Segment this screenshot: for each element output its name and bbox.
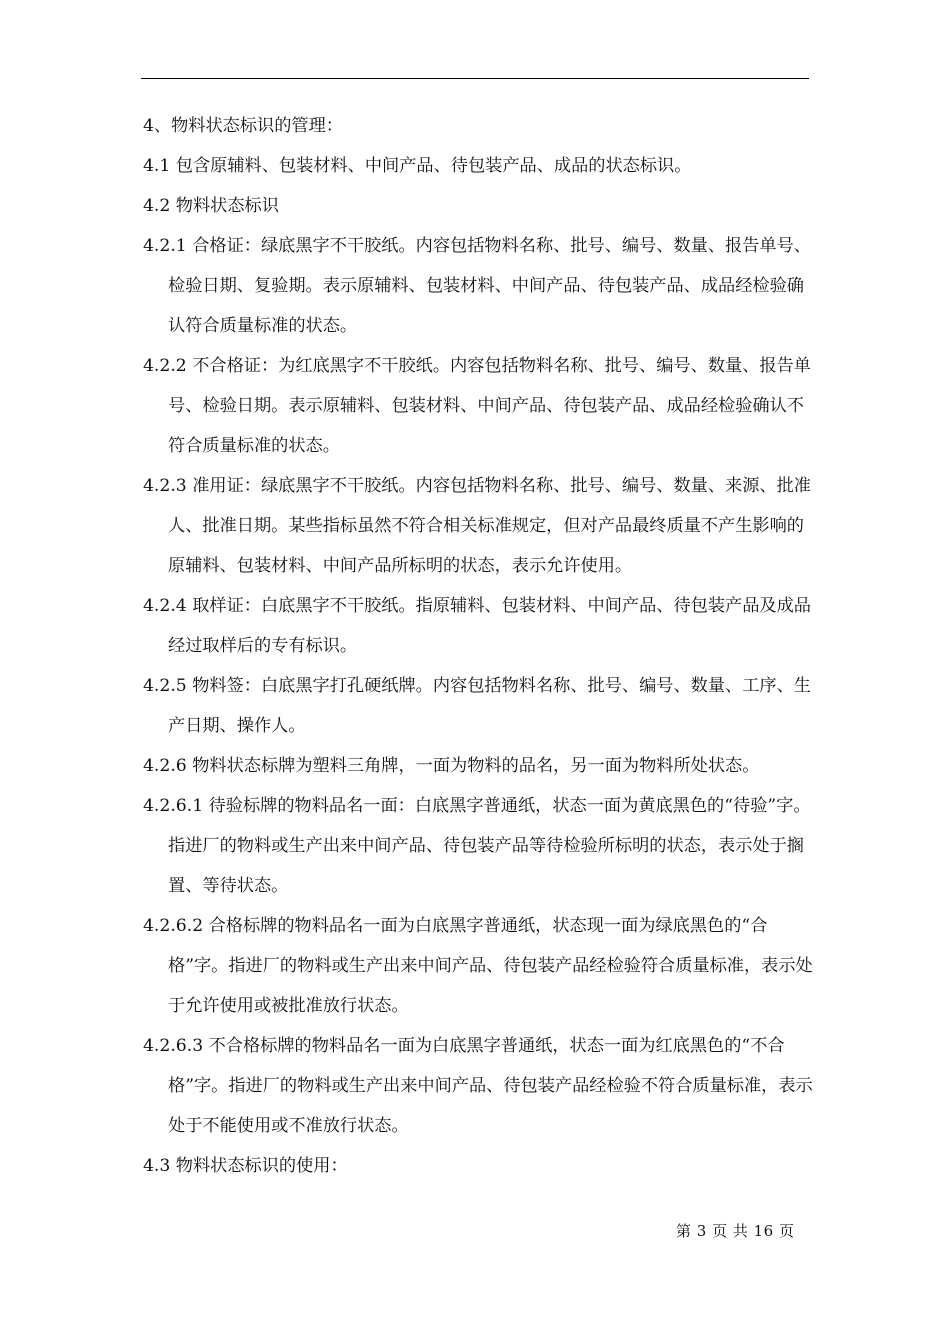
page-number-footer: 第 3 页 共 16 页 (676, 1222, 795, 1240)
header-rule (141, 78, 809, 79)
paragraph-4-2-3: 4.2.3 准用证：绿底黑字不干胶纸。内容包括物料名称、批号、编号、数量、来源、批准人、批准日期。某些指标虽然不符合相关标准规定，但对产品最终质量不产生影响的原辅料、包装材料、中间产品所标明的状态，表示允许使用。 (143, 476, 811, 576)
paragraph-4-2-1: 4.2.1 合格证：绿底黑字不干胶纸。内容包括物料名称、批号、编号、数量、报告单号、检验日期、复验期。表示原辅料、包装材料、中间产品、待包装产品、成品经检验确认符合质量标准的状态。 (143, 236, 811, 336)
paragraph-4-2-5: 4.2.5 物料签：白底黑字打孔硬纸牌。内容包括物料名称、批号、编号、数量、工序、生产日期、操作人。 (143, 676, 811, 736)
paragraph-4-3: 4.3 物料状态标识的使用： (143, 1156, 348, 1176)
document-body (143, 106, 815, 1186)
paragraph-section-4: 4、物料状态标识的管理： (143, 116, 343, 136)
paragraph-4-2-2: 4.2.2 不合格证：为红底黑字不干胶纸。内容包括物料名称、批号、编号、数量、报告单号、检验日期。表示原辅料、包装材料、中间产品、待包装产品、成品经检验确认不符合质量标准的状态。 (143, 356, 811, 456)
paragraph-4-2-6: 4.2.6 物料状态标牌为塑料三角牌，一面为物料的品名，另一面为物料所处状态。 (143, 756, 760, 776)
paragraph-4-2-6-3: 4.2.6.3 不合格标牌的物料品名一面为白底黑字普通纸，状态一面为红底黑色的“不合格”字。指进厂的物料或生产出来中间产品、待包装产品经检验不符合质量标准，表示处于不能使用或不准放行状态。 (143, 1036, 813, 1136)
paragraph-4-2-6-1: 4.2.6.1 待验标牌的物料品名一面：白底黑字普通纸，状态一面为黄底黑色的“待验”字。指进厂的物料或生产出来中间产品、待包装产品等待检验所标明的状态，表示处于搁置、等待状态。 (143, 796, 811, 896)
paragraph-4-2-6-2: 4.2.6.2 合格标牌的物料品名一面为白底黑字普通纸，状态现一面为绿底黑色的“合格”字。指进厂的物料或生产出来中间产品、待包装产品经检验符合质量标准，表示处于允许使用或被批准放行状态。 (143, 916, 813, 1016)
paragraph-4-2: 4.2 物料状态标识 (143, 196, 279, 216)
paragraph-4-1: 4.1 包含原辅料、包装材料、中间产品、待包装产品、成品的状态标识。 (143, 156, 692, 176)
paragraph-4-2-4: 4.2.4 取样证：白底黑字不干胶纸。指原辅料、包装材料、中间产品、待包装产品及成品经过取样后的专有标识。 (143, 596, 811, 656)
